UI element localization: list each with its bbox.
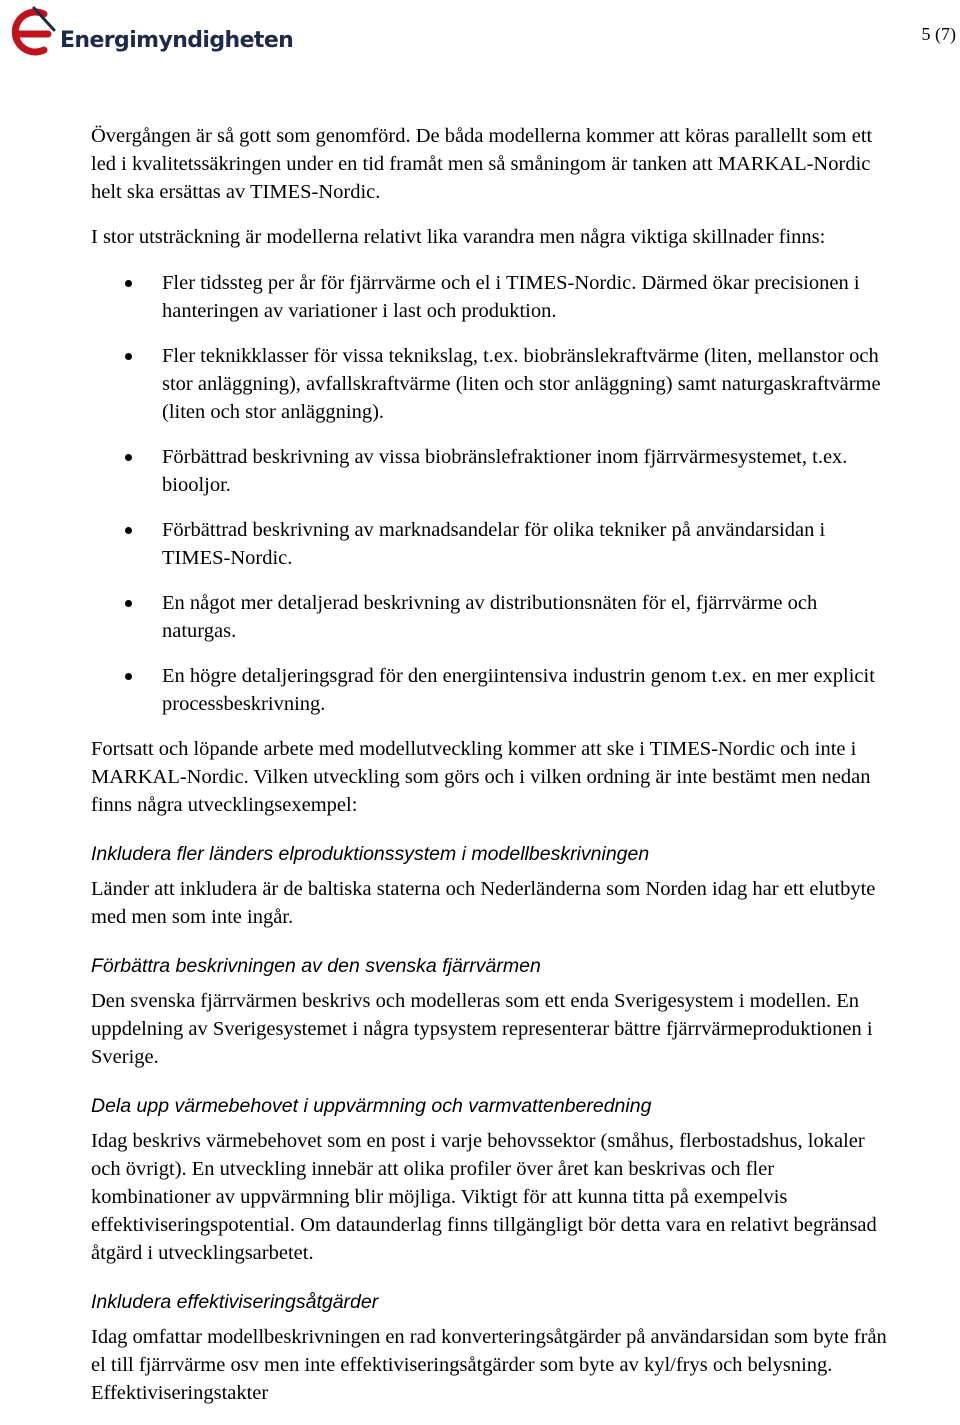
intro-paragraph: I stor utsträckning är modellerna relativt lika varandra men några viktiga skillnader finns: xyxy=(91,226,826,248)
list-item-text: Förbättrad beskrivning av marknadsandelar för olika tekniker på användarsidan i TIMES-Nordic. xyxy=(162,519,826,569)
section-text: Idag beskrivs värmebehovet som en post i varje behovssektor (småhus, flerbostadshus, lokaler och övrigt). En utveckling innebär att olika profiler över året kan beskrivas och fler kombinationer av uppvärmning blir möjliga. Viktigt för att kunna titta på exempelvis effektiviseringspotential. Om dataunderlag finns tillgängligt bör detta vara en relativt begränsad åtgärd i utvecklingsarbetet. xyxy=(91,1130,877,1264)
energimyndigheten-logo xyxy=(4,4,294,60)
continuation-paragraph: Fortsatt och löpande arbete med modellutveckling kommer att ske i TIMES-Nordic och inte i MARKAL-Nordic. Vilken utveckling som görs och i vilken ordning är inte bestämt men nedan finns några utvecklingsexempel: xyxy=(91,738,871,816)
intro-paragraph: Övergången är så gott som genomförd. De båda modellerna kommer att köras parallellt som ett led i kvalitetssäkringen under en tid framåt men så småningom är tanken att MARKAL-Nordic helt ska ersättas av TIMES-Nordic. xyxy=(91,125,873,203)
section-heading: Inkludera fler länders elproduktionssystem i modellbeskrivningen xyxy=(91,843,650,865)
list-item xyxy=(91,516,891,572)
list-item-text: Fler teknikklasser för vissa teknikslag, t.ex. biobränslekraftvärme (liten, mellanstor och stor anläggning), avfallskraftvärme (liten och stor anläggning) samt naturgaskraftvärme (liten och stor anläggning). xyxy=(162,345,881,423)
bullet-icon xyxy=(125,280,132,287)
list-item-text: Fler tidssteg per år för fjärrvärme och el i TIMES-Nordic. Därmed ökar precisionen i hanteringen av variationer i last och produktion. xyxy=(162,272,860,322)
list-item xyxy=(91,342,891,426)
list-item xyxy=(91,269,891,325)
differences-list xyxy=(91,269,891,718)
section-heading: Inkludera effektiviseringsåtgärder xyxy=(91,1291,379,1313)
list-item-text: En högre detaljeringsgrad för den energiintensiva industrin genom t.ex. en mer explicit processbeskrivning. xyxy=(162,665,875,715)
bullet-icon xyxy=(125,527,132,534)
logo-text: Energimyndigheten xyxy=(60,28,294,53)
list-item-text: En något mer detaljerad beskrivning av distributionsnäten för el, fjärrvärme och naturgas. xyxy=(162,592,818,642)
bullet-icon xyxy=(125,600,132,607)
list-item-text: Förbättrad beskrivning av vissa biobränslefraktioner inom fjärrvärmesystemet, t.ex. biooljor. xyxy=(162,446,848,496)
page-number: 5 (7) xyxy=(921,24,956,44)
section-heading: Dela upp värmebehovet i uppvärmning och varmvattenberedning xyxy=(91,1095,652,1117)
logo-mark-icon xyxy=(4,4,64,60)
bullet-icon xyxy=(125,353,132,360)
list-item xyxy=(91,443,891,499)
page-header xyxy=(0,0,960,70)
document-body xyxy=(91,122,891,1424)
section-heading: Förbättra beskrivningen av den svenska fjärrvärmen xyxy=(91,955,541,977)
section-text: Idag omfattar modellbeskrivningen en rad konverteringsåtgärder på användarsidan som byte från el till fjärrvärme osv men inte effektiviseringsåtgärder som byte av kyl/frys och belysning. Effektiviseringstakter xyxy=(91,1326,887,1404)
section-text: Den svenska fjärrvärmen beskrivs och modelleras som ett enda Sverigesystem i modellen. En uppdelning av Sverigesystemet i några typsystem representerar bättre fjärrvärmeproduktionen i Sverige. xyxy=(91,990,873,1068)
list-item xyxy=(91,589,891,645)
bullet-icon xyxy=(125,454,132,461)
bullet-icon xyxy=(125,673,132,680)
list-item xyxy=(91,662,891,718)
section-text: Länder att inkludera är de baltiska staterna och Nederländerna som Norden idag har ett elutbyte med men som inte ingår. xyxy=(91,878,876,928)
